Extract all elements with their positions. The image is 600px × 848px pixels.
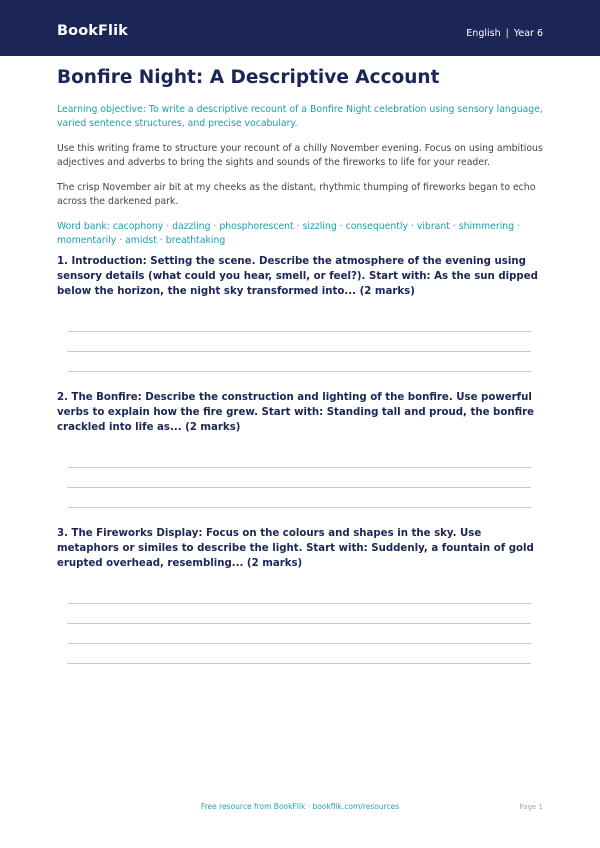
word-bank: Word bank: cacophony · dazzling · phosphorescent · sizzling · consequently · vibrant · shimmering · momentarily · amidst · breathtaking — [57, 221, 521, 246]
page-title: Bonfire Night: A Descriptive Account — [57, 67, 440, 88]
footer-text[interactable]: Free resource from BookFlik · bookflik.com/resources — [200, 802, 400, 811]
answer-line[interactable] — [67, 487, 531, 488]
worksheet-content — [57, 56, 544, 248]
year-label: Year 6 — [513, 28, 543, 39]
answer-line[interactable] — [67, 331, 531, 332]
example-paragraph: The crisp November air bit at my cheeks as the distant, rhythmic thumping of fireworks began to echo across the darkened park. — [57, 182, 536, 207]
intro-paragraph: Use this writing frame to structure your recount of a chilly November evening. Focus on using ambitious adjectives and adverbs to bring the sights and sounds of the fireworks to life for your reader. — [57, 143, 543, 168]
subject-year-label — [466, 28, 543, 39]
answer-line[interactable] — [67, 663, 531, 664]
question-2-text: 2. The Bonfire: Describe the construction and lighting of the bonfire. Use powerful verbs to explain how the fire grew. Start with: Standing tall and proud, the bonfire crackled into life as... (2 marks) — [57, 392, 535, 433]
subject-label: English — [466, 28, 501, 39]
answer-line[interactable] — [67, 643, 531, 644]
answer-line[interactable] — [67, 351, 531, 352]
learning-objective: Learning objective: To write a descriptive recount of a Bonfire Night celebration using sensory language, varied sentence structures, and precise vocabulary. — [57, 104, 543, 129]
answer-line[interactable] — [67, 507, 531, 508]
answer-line[interactable] — [67, 371, 531, 372]
brand-logo[interactable]: BookFlik — [57, 23, 128, 39]
question-3 — [57, 526, 544, 571]
page-number: Page 1 — [519, 803, 543, 811]
answer-line[interactable] — [67, 623, 531, 624]
separator: | — [505, 28, 509, 39]
question-3-text: 3. The Fireworks Display: Focus on the colours and shapes in the sky. Use metaphors or similes to describe the light. Start with: Suddenly, a fountain of gold erupted overhead, resembling... (2 marks) — [57, 528, 534, 569]
answer-line[interactable] — [67, 603, 531, 604]
question-1-text: 1. Introduction: Setting the scene. Describe the atmosphere of the evening using sensory details (what could you hear, smell, or feel?). Start with: As the sun dipped below the horizon, the night sky transformed into... (2 marks) — [57, 256, 538, 297]
question-1 — [57, 254, 544, 299]
answer-line[interactable] — [67, 467, 531, 468]
question-2 — [57, 390, 544, 435]
page-header — [0, 0, 600, 56]
